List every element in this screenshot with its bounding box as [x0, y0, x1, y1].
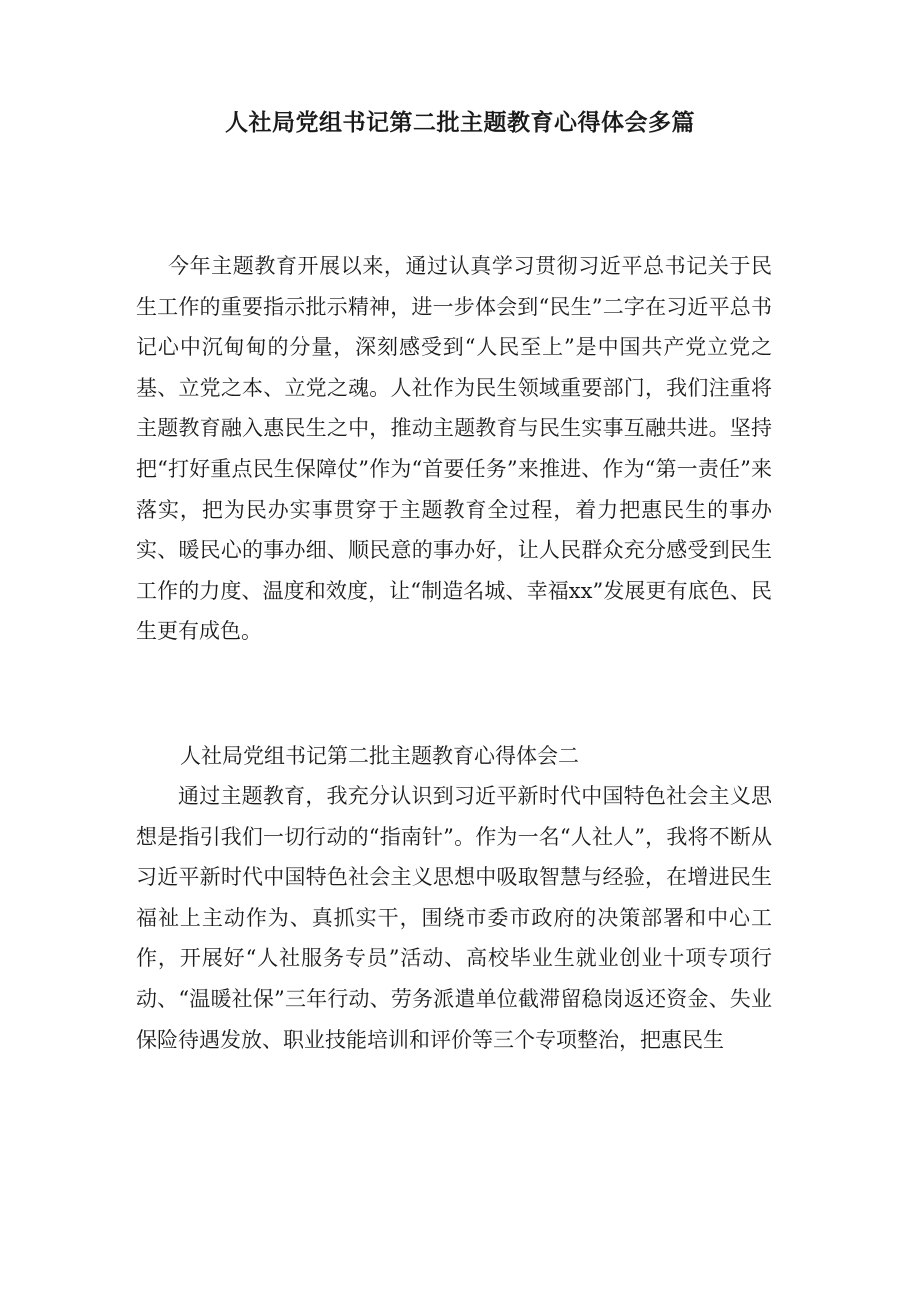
- document-title: 人社局党组书记第二批主题教育心得体会多篇: [225, 110, 695, 136]
- section-heading-2: 人社局党组书记第二批主题教育心得体会二: [180, 744, 579, 768]
- body-paragraph-2: 通过主题教育，我充分认识到习近平新时代中国特色社会主义思想是指引我们一切行动的“指南针”。作为一名“人社人”，我将不断从习近平新时代中国特色社会主义思想中吸取智慧与经验，在增进民生福祉上主动作为、真抓实干，围绕市委市政府的决策部署和中心工作，开展好“人社服务专员”活动、高校毕业生就业创业十项专项行动、“温暖社保”三年行动、劳务派遣单位截滞留稳岗返还资金、失业保险待遇发放、职业技能培训和评价等三个专项整治，把惠民生: [136, 784, 772, 1052]
- body-paragraph-1: 今年主题教育开展以来，通过认真学习贯彻习近平总书记关于民生工作的重要指示批示精神，进一步体会到“民生”二字在习近平总书记心中沉甸甸的分量，深刻感受到“人民至上”是中国共产党立党之基、立党之本、立党之魂。人社作为民生领域重要部门，我们注重将主题教育融入惠民生之中，推动主题教育与民生实事互融共进。坚持把“打好重点民生保障仗”作为“首要任务”来推进、作为“第一责任”来落实，把为民办实事贯穿于主题教育全过程，着力把惠民生的事办实、暖民心的事办细、顺民意的事办好，让人民群众充分感受到民生工作的力度、温度和效度，让“制造名城、幸福xx”发展更有底色、民生更有成色。: [136, 254, 772, 644]
